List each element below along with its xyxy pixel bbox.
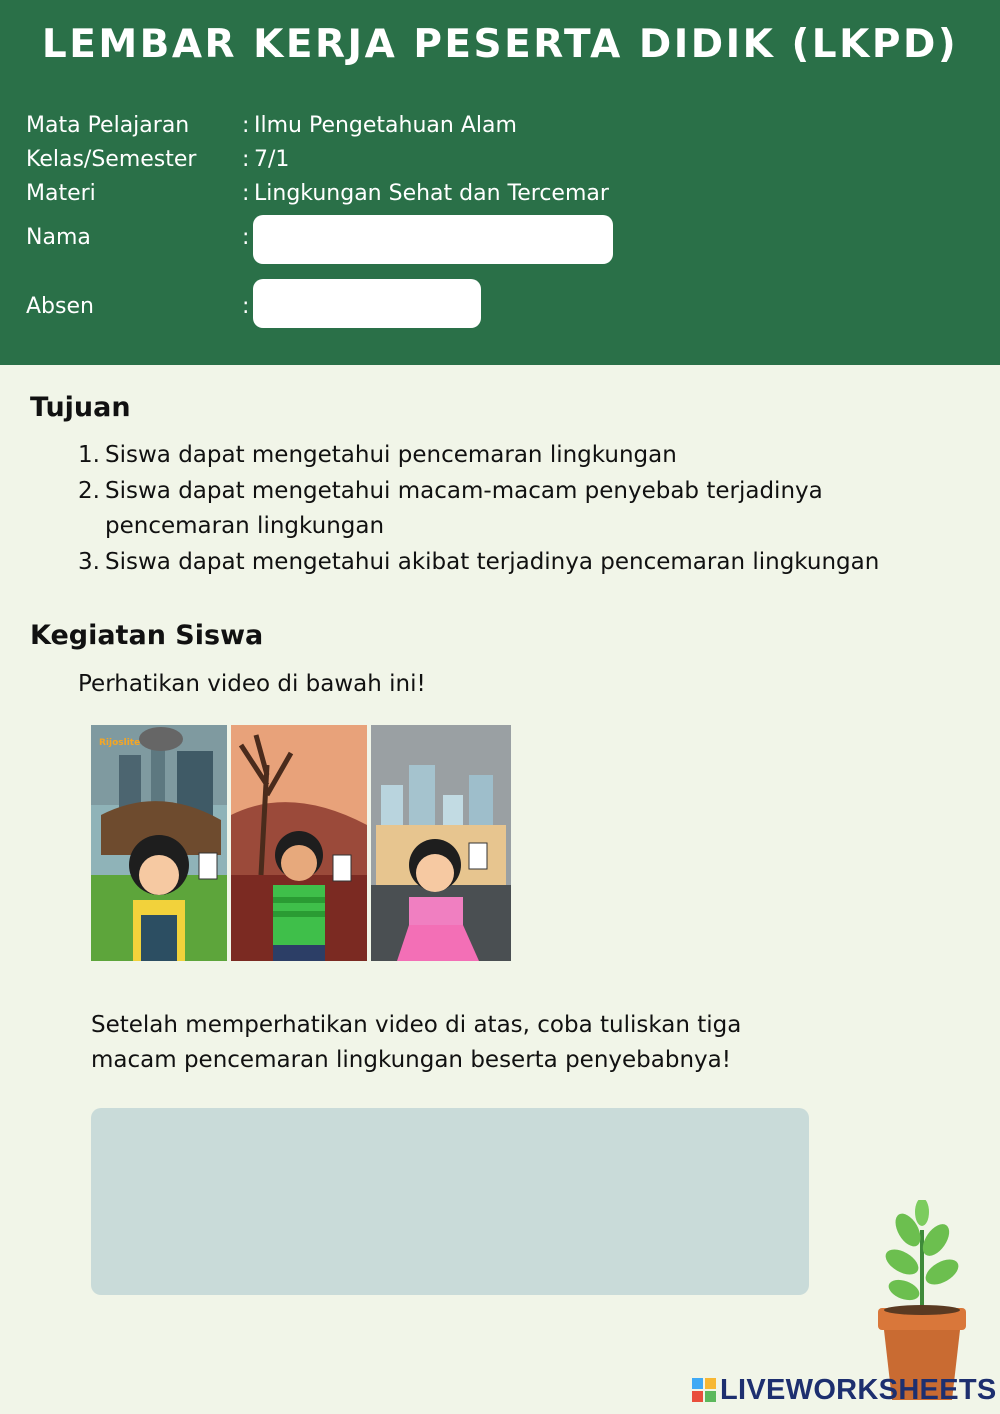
liveworksheets-brand: LIVEWORKSHEETS bbox=[720, 1374, 997, 1406]
video-illustration bbox=[91, 725, 511, 961]
list-text: Siswa dapat mengetahui akibat terjadinya pencemaran lingkungan bbox=[105, 549, 880, 575]
info-colon: : bbox=[242, 113, 250, 138]
list-text: Siswa dapat mengetahui macam-macam penyebab terjadinya pencemaran lingkungan bbox=[105, 478, 823, 539]
info-colon: : bbox=[242, 147, 250, 172]
absen-label: Absen bbox=[26, 294, 94, 319]
info-colon: : bbox=[242, 294, 250, 319]
question-text: Setelah memperhatikan video di atas, coba tuliskan tiga macam pencemaran lingkungan beserta penyebabnya! bbox=[91, 1012, 742, 1073]
info-label: Kelas/Semester bbox=[26, 147, 197, 172]
info-label: Mata Pelajaran bbox=[26, 113, 190, 138]
header-banner bbox=[0, 0, 1000, 365]
list-number: 3. bbox=[78, 549, 100, 575]
kegiatan-heading: Kegiatan Siswa bbox=[30, 620, 264, 651]
video-thumbnail[interactable] bbox=[91, 725, 511, 961]
tujuan-heading: Tujuan bbox=[30, 392, 131, 423]
panel-factory bbox=[91, 725, 227, 961]
nama-label: Nama bbox=[26, 225, 91, 250]
nama-input[interactable] bbox=[253, 215, 613, 264]
svg-text:Rijoslite: Rijoslite bbox=[99, 738, 141, 748]
list-number: 2. bbox=[78, 478, 100, 504]
info-value: Lingkungan Sehat dan Tercemar bbox=[254, 181, 609, 206]
list-number: 1. bbox=[78, 442, 100, 468]
answer-textarea[interactable] bbox=[91, 1108, 809, 1295]
info-label: Materi bbox=[26, 181, 96, 206]
video-instruction: Perhatikan video di bawah ini! bbox=[78, 671, 426, 697]
info-colon: : bbox=[242, 181, 250, 206]
info-value: Ilmu Pengetahuan Alam bbox=[254, 113, 517, 138]
info-value: 7/1 bbox=[254, 147, 290, 172]
list-text: Siswa dapat mengetahui pencemaran lingkungan bbox=[105, 442, 677, 468]
plant-pot-decoration bbox=[872, 1200, 972, 1400]
page-title: LEMBAR KERJA PESERTA DIDIK (LKPD) bbox=[41, 22, 959, 67]
absen-input[interactable] bbox=[253, 279, 481, 328]
panel-deforestation bbox=[231, 725, 367, 961]
info-colon: : bbox=[242, 225, 250, 250]
liveworksheets-logo-icon bbox=[692, 1378, 716, 1402]
panel-city bbox=[371, 725, 511, 961]
